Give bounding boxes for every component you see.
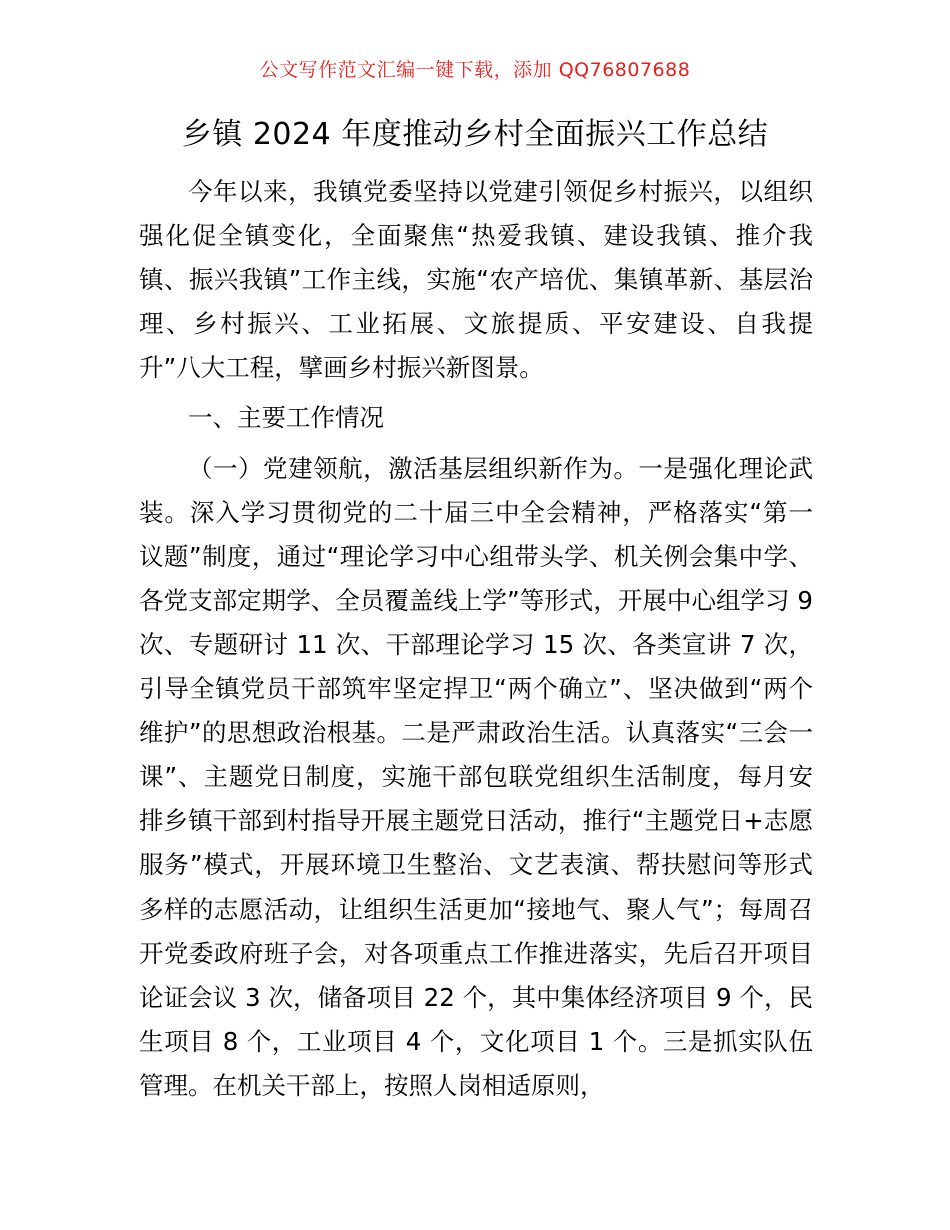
document-body	[139, 170, 813, 1108]
document-title: 乡镇 2024 年度推动乡村全面振兴工作总结	[181, 117, 769, 152]
section-heading: 一、主要工作情况	[188, 403, 384, 433]
body-paragraph: （一）党建领航，激活基层组织新作为。一是强化理论武装。深入学习贯彻党的二十届三中全会精神，严格落实“第一议题”制度，通过“理论学习中心组带头学、机关例会集中学、各党支部定期学、全员覆盖线上学”等形式，开展中心组学习 9 次、专题研讨 11 次、干部理论学习 15 次、各类宣讲 7 次，引导全镇党员干部筑牢坚定捍卫“两个确立”、坚决做到“两个维护”的思想政治根基。二是严肃政治生活。认真落实“三会一课”、主题党日制度，实施干部包联党组织生活制度，每月安排乡镇干部到村指导开展主题党日活动，推行“主题党日+志愿服务”模式，开展环境卫生整治、文艺表演、帮扶慰问等形式多样的志愿活动，让组织生活更加“接地气、聚人气”；每周召开党委政府班子会，对各项重点工作推进落实，先后召开项目论证会议 3 次，储备项目 22 个，其中集体经济项目 9 个，民生项目 8 个，工业项目 4 个，文化项目 1 个。三是抓实队伍管理。在机关干部上，按照人岗相适原则，	[139, 453, 813, 1100]
download-notice: 公文写作范文汇编一键下载，添加 QQ76807688	[259, 59, 691, 81]
intro-paragraph: 今年以来，我镇党委坚持以党建引领促乡村振兴，以组织强化促全镇变化，全面聚焦“热爱我镇、建设我镇、推介我镇、振兴我镇”工作主线，实施“农产培优、集镇革新、基层治理、乡村振兴、工业拓展、文旅提质、平安建设、自我提升”八大工程，擘画乡村振兴新图景。	[139, 177, 813, 383]
